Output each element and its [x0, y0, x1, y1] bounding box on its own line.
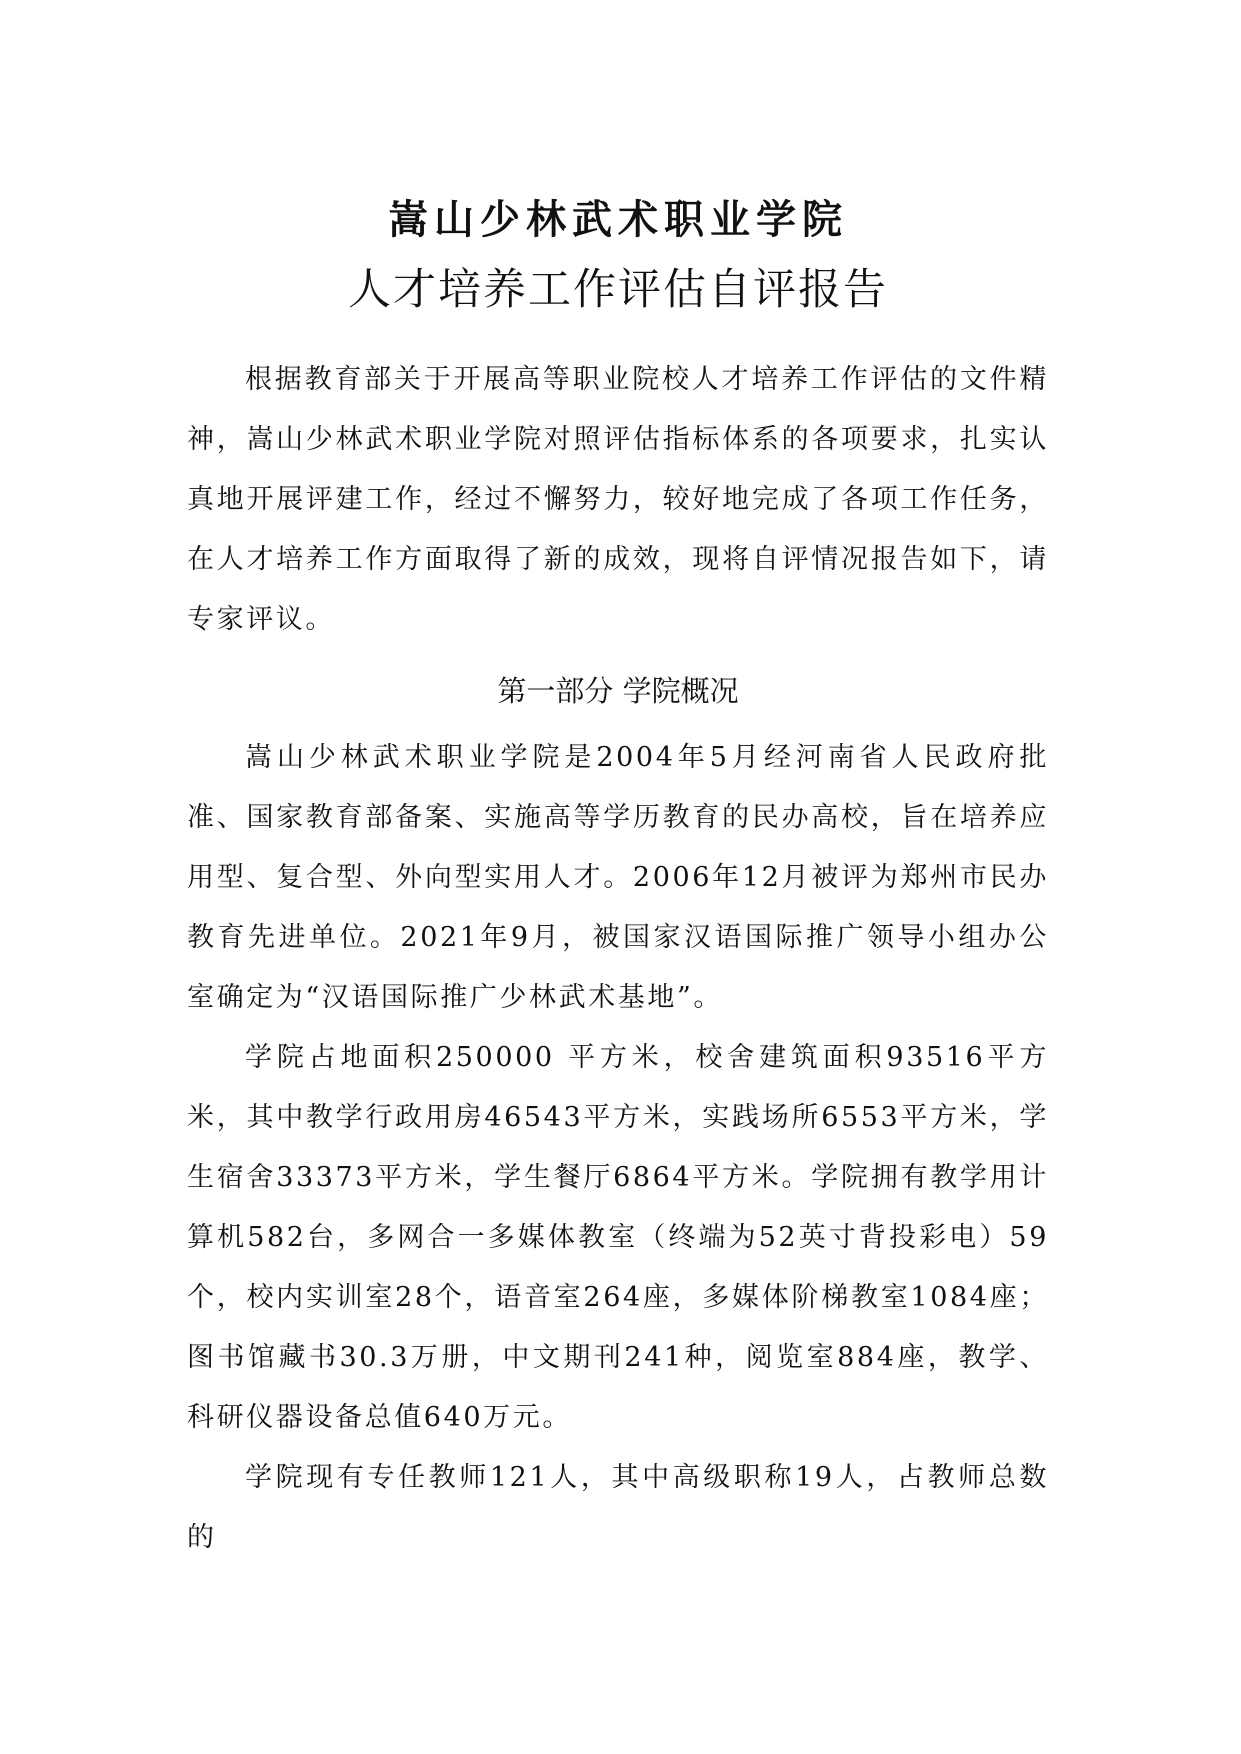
- overview-paragraph-faculty: 学院现有专任教师121人，其中高级职称19人，占教师总数的: [187, 1462, 1049, 1553]
- institution-name: 嵩山少林武术职业学院: [388, 196, 848, 243]
- overview-paragraph-facilities: 学院占地面积250000 平方米，校舍建筑面积93516平方米，其中教学行政用房46543平方米，实践场所6553平方米，学生宿舍33373平方米，学生餐厅6864平方米。学院拥有教学用计算机582台，多网合一多媒体教室（终端为52英寸背投彩电）59个，校内实训室28个，语音室264座，多媒体阶梯教室1084座；图书馆藏书30.3万册，中文期刊241种，阅览室884座，教学、科研仪器设备总值640万元。: [187, 1042, 1049, 1433]
- report-title: 人才培养工作评估自评报告: [348, 265, 888, 315]
- document-body: [187, 190, 1049, 1568]
- overview-paragraph-history: 嵩山少林武术职业学院是2004年5月经河南省人民政府批准、国家教育部备案、实施高等学历教育的民办高校，旨在培养应用型、复合型、外向型实用人才。2006年12月被评为郑州市民办教育先进单位。2021年9月，被国家汉语国际推广领导小组办公室确定为“汉语国际推广少林武术基地”。: [187, 742, 1049, 1013]
- intro-paragraph: 根据教育部关于开展高等职业院校人才培养工作评估的文件精神，嵩山少林武术职业学院对照评估指标体系的各项要求，扎实认真地开展评建工作，经过不懈努力，较好地完成了各项工作任务，在人才培养工作方面取得了新的成效，现将自评情况报告如下，请专家评议。: [187, 364, 1049, 635]
- section-heading: 第一部分 学院概况: [497, 674, 739, 708]
